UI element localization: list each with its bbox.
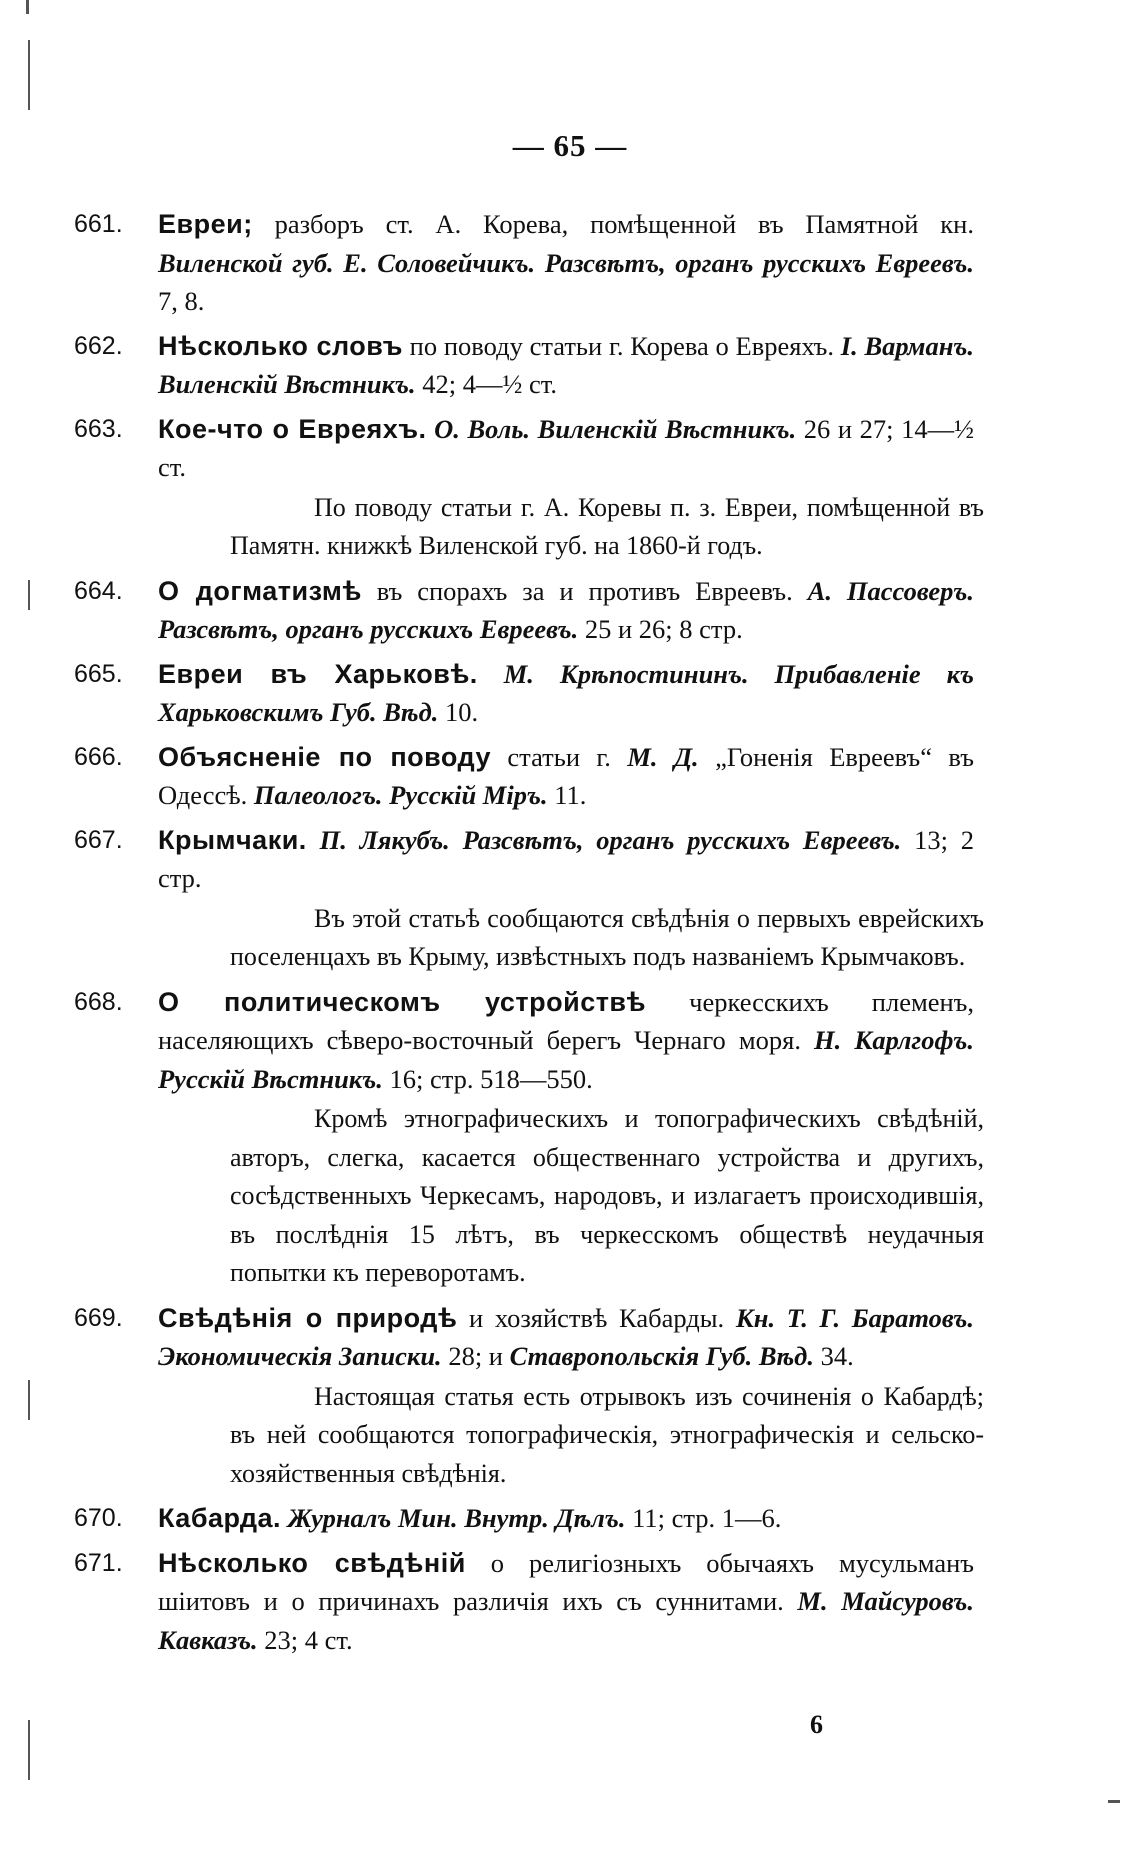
entry-source: Виленскій Вѣстникъ. — [158, 369, 416, 399]
entry-author: I. Варманъ. — [840, 330, 975, 361]
entry-title: Евреи въ Харьковѣ. — [158, 658, 478, 689]
entry-annotation: Въ этой статьѣ сообщаются свѣдѣнія о первыхъ еврейскихъ поселенцахъ въ Крыму, извѣстныхъ подъ названіемъ Крымчаковъ. — [230, 903, 984, 971]
entry-title: О политическомъ устройствѣ — [158, 986, 647, 1017]
entry-author: Палеологъ. — [253, 780, 383, 810]
entry-number: 661. — [74, 210, 123, 238]
entry-source: Виленскій Вѣстникъ. — [530, 413, 797, 444]
entry-number: 668. — [74, 987, 123, 1016]
entry-number: 662. — [74, 331, 123, 360]
entry-text: черкесскихъ племенъ, населяющихъ сѣверо-восточный берегъ Чернаго моря. — [158, 986, 974, 1055]
bibliography-entry-661 — [74, 205, 974, 321]
entry-text: „Гоненія Евреевъ“ въ Одессѣ. — [158, 741, 974, 810]
entry-issue: 23; 4 ст. — [257, 1624, 353, 1655]
entry-issue: 11. — [547, 780, 587, 810]
entry-title: О догматизмѣ — [158, 575, 362, 606]
entry-text: разборъ ст. А. Корева, помѣщенной въ Памятной кн. — [252, 209, 974, 239]
entry-title: Кабарда. — [158, 1503, 281, 1533]
scan-edge-mark — [28, 1380, 30, 1420]
bibliography-entry-671 — [74, 1544, 974, 1660]
bibliography-entry-663 — [74, 410, 984, 566]
entry-number: 666. — [74, 742, 123, 771]
entry-source: Ставропольскія Губ. Вѣд. — [509, 1341, 814, 1371]
entry-source: Экономическія Записки. — [158, 1341, 442, 1371]
entry-issue: 16; стр. 518—550. — [382, 1063, 593, 1094]
entry-author: Е. Соловейчикъ. — [333, 247, 536, 278]
entry-annotation: Настоящая статья есть отрывокъ изъ сочиненія о Кабардѣ; въ ней сообщаются топографическія, этнографическія и сельско-хозяйственныя свѣдѣнія. — [230, 1381, 984, 1488]
entry-source: Журналъ Мин. Внутр. Дѣлъ. — [281, 1503, 626, 1533]
entry-title: Свѣдѣнія о природѣ — [158, 1302, 458, 1333]
entry-title: Евреи; — [158, 209, 253, 239]
entry-number: 665. — [74, 659, 123, 688]
entry-issue: 25 и 26; 8 стр. — [578, 614, 743, 644]
entry-number: 663. — [74, 414, 123, 443]
entry-source: Разсвѣтъ, органъ русскихъ Евреевъ. — [158, 614, 579, 644]
entry-author: Кн. Т. Г. Баратовъ. — [735, 1302, 974, 1333]
entry-issue: 10. — [438, 697, 479, 727]
entry-annotation: Кромѣ этнографическихъ и топографическихъ свѣдѣній, авторъ, слегка, касается общественнаго устройства и другихъ, сосѣдственныхъ Черкесамъ, народовъ, и излагаетъ происходившія, въ послѣднія 15 лѣтъ, въ черкесскомъ обществѣ неудачныя попытки къ переворотамъ. — [230, 1104, 984, 1287]
scan-edge-mark — [26, 0, 29, 14]
entry-annotation: По поводу статьи г. А. Коревы п. з. Евреи, помѣщенной въ Памятн. книжкѣ Виленской губ. на 1860-й годъ. — [230, 492, 984, 560]
entry-title: Нѣсколько свѣдѣній — [158, 1547, 466, 1578]
scan-edge-mark — [28, 1720, 30, 1780]
entry-number: 671. — [74, 1548, 123, 1577]
entry-author: П. Лякубъ. — [306, 824, 450, 855]
entry-issue: 26 и 27; 14—½ ст. — [158, 413, 974, 482]
entry-source: Разсвѣтъ, органъ русскихъ Евреевъ. — [449, 824, 902, 855]
bibliography-entry-668 — [74, 983, 984, 1293]
entry-source: Русскій Вѣстникъ. — [158, 1063, 383, 1094]
entry-number: 664. — [74, 576, 123, 605]
entry-source: Виленской губ. — [158, 247, 334, 278]
entry-title: Объясненіе по поводу — [158, 741, 491, 772]
entry-source: Русскій Міръ. — [382, 780, 548, 810]
entry-author: Н. Карлгофъ. — [814, 1025, 975, 1055]
entry-text: въ спорахъ за и противъ Евреевъ. — [361, 575, 808, 606]
entry-number: 667. — [74, 825, 123, 854]
signature-mark: 6 — [810, 1710, 823, 1739]
entry-author: А. Пассоверъ. — [807, 575, 974, 606]
entry-title: Крымчаки. — [158, 824, 307, 855]
entry-issue: 42; 4—½ ст. — [415, 369, 557, 399]
entry-author: М. Крѣпостининъ. — [477, 658, 749, 689]
entry-text: статьи г. — [490, 741, 628, 772]
entry-issue: 34. — [813, 1341, 854, 1371]
entry-number: 670. — [74, 1504, 123, 1532]
page-number: — 65 — — [512, 128, 628, 163]
entry-source: Разсвѣтъ, органъ русскихъ Евреевъ. — [535, 247, 975, 278]
scan-corner-mark — [1108, 1800, 1120, 1803]
bibliography-entry-662 — [74, 327, 974, 404]
entry-number: 669. — [74, 1303, 123, 1332]
bibliography-entry-667 — [74, 821, 984, 977]
bibliography-entry-664 — [74, 572, 974, 649]
entry-text: о религіозныхъ обычаяхъ мусульманъ шіитовъ и о причинахъ различія ихъ съ суннитами. — [158, 1547, 975, 1616]
bibliography-entry-665 — [74, 655, 974, 732]
entry-source: Прибавленіе къ Харьковскимъ Губ. Вѣд. — [158, 658, 974, 727]
entry-text: и хозяйствѣ Кабарды. — [457, 1302, 736, 1333]
entry-text: по поводу статьи г. Корева о Евреяхъ. — [402, 330, 841, 361]
bibliography-list — [74, 205, 984, 1665]
entry-author: М. Д. — [627, 741, 699, 772]
entry-author: М. Майсуровъ. — [797, 1586, 975, 1616]
entry-source: Кавказъ. — [158, 1624, 258, 1655]
entry-title: Нѣсколько словъ — [158, 330, 403, 361]
bibliography-entry-666 — [74, 738, 974, 815]
bibliography-entry-670 — [74, 1499, 974, 1538]
scan-edge-mark — [28, 40, 30, 110]
entry-title: Кое-что о Евреяхъ. — [158, 413, 427, 444]
entry-issue: 11; стр. 1—6. — [625, 1503, 782, 1533]
entry-issue: 13; 2 стр. — [158, 824, 974, 893]
entry-issue: 28; и — [441, 1341, 510, 1371]
entry-issue: 7, 8. — [158, 286, 205, 316]
entry-author: О. Воль. — [426, 413, 531, 444]
scan-edge-mark — [28, 580, 30, 610]
bibliography-entry-669 — [74, 1299, 984, 1494]
